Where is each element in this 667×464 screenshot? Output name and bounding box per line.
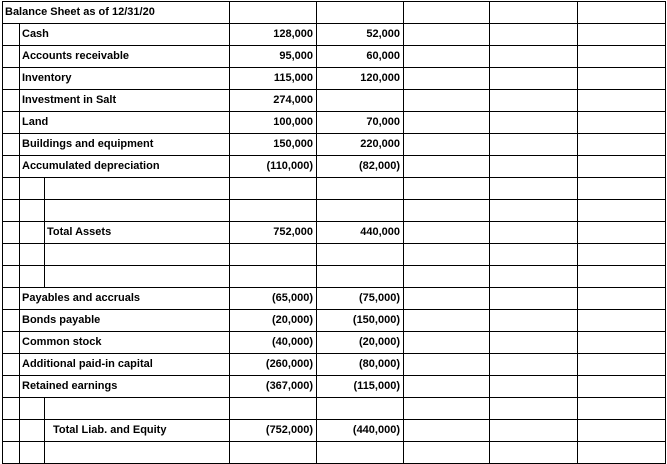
cell[interactable] — [20, 222, 45, 244]
cell[interactable] — [404, 200, 490, 222]
empty-row — [3, 178, 666, 200]
total-liab-2020[interactable]: (752,000) — [230, 420, 317, 442]
cell[interactable] — [404, 310, 490, 332]
cell[interactable] — [490, 2, 578, 24]
cell[interactable] — [578, 244, 666, 266]
cell[interactable] — [490, 46, 578, 68]
value-2019[interactable]: 120,000 — [317, 68, 404, 90]
value-2019[interactable] — [317, 90, 404, 112]
cell[interactable] — [45, 266, 230, 288]
cell[interactable] — [490, 222, 578, 244]
row-label[interactable]: Inventory — [20, 68, 230, 90]
value-2020[interactable]: 95,000 — [230, 46, 317, 68]
cell[interactable] — [3, 420, 20, 442]
cell[interactable] — [3, 112, 20, 134]
row-label[interactable]: Accumulated depreciation — [20, 156, 230, 178]
empty-row — [3, 398, 666, 420]
row-label[interactable]: Bonds payable — [20, 310, 230, 332]
total-liab-label[interactable]: Total Liab. and Equity — [45, 420, 230, 442]
value-2020[interactable]: (40,000) — [230, 332, 317, 354]
total-assets-2019[interactable]: 440,000 — [317, 222, 404, 244]
cell[interactable] — [490, 68, 578, 90]
cell[interactable] — [578, 134, 666, 156]
cell[interactable] — [45, 200, 230, 222]
table-row — [3, 310, 666, 332]
empty-row — [3, 200, 666, 222]
cell[interactable] — [3, 310, 20, 332]
cell[interactable] — [404, 398, 490, 420]
cell[interactable] — [490, 354, 578, 376]
value-2020[interactable]: 128,000 — [230, 24, 317, 46]
sheet-title[interactable]: Balance Sheet as of 12/31/20 — [3, 2, 230, 24]
row-label[interactable]: Accounts receivable — [20, 46, 230, 68]
row-label[interactable]: Additional paid-in capital — [20, 354, 230, 376]
cell[interactable] — [3, 222, 20, 244]
cell[interactable] — [578, 420, 666, 442]
value-2019[interactable]: (82,000) — [317, 156, 404, 178]
table-row — [3, 288, 666, 310]
cell[interactable] — [578, 68, 666, 90]
cell[interactable] — [404, 2, 490, 24]
cell[interactable] — [578, 222, 666, 244]
cell[interactable] — [490, 376, 578, 398]
value-2019[interactable]: (80,000) — [317, 354, 404, 376]
empty-row — [3, 266, 666, 288]
cell[interactable] — [20, 420, 45, 442]
cell[interactable] — [3, 288, 20, 310]
cell[interactable] — [490, 156, 578, 178]
cell[interactable] — [20, 398, 45, 420]
row-label[interactable]: Common stock — [20, 332, 230, 354]
cell[interactable] — [404, 90, 490, 112]
cell[interactable] — [3, 90, 20, 112]
table-row — [3, 90, 666, 112]
cell[interactable] — [317, 398, 404, 420]
cell[interactable] — [490, 178, 578, 200]
table-row — [3, 24, 666, 46]
cell[interactable] — [578, 24, 666, 46]
cell[interactable] — [578, 288, 666, 310]
cell[interactable] — [317, 2, 404, 24]
cell[interactable] — [45, 244, 230, 266]
cell[interactable] — [3, 398, 20, 420]
cell[interactable] — [3, 266, 20, 288]
total-assets-2020[interactable]: 752,000 — [230, 222, 317, 244]
cell[interactable] — [578, 156, 666, 178]
table-row — [3, 46, 666, 68]
value-2020[interactable]: (260,000) — [230, 354, 317, 376]
cell[interactable] — [578, 200, 666, 222]
cell[interactable] — [578, 266, 666, 288]
empty-row — [3, 244, 666, 266]
value-2020[interactable]: (367,000) — [230, 376, 317, 398]
cell[interactable] — [230, 2, 317, 24]
value-2019[interactable]: (20,000) — [317, 332, 404, 354]
cell[interactable] — [404, 332, 490, 354]
row-label[interactable]: Cash — [20, 24, 230, 46]
cell[interactable] — [490, 90, 578, 112]
value-2020[interactable]: (20,000) — [230, 310, 317, 332]
cell[interactable] — [3, 332, 20, 354]
cell[interactable] — [578, 354, 666, 376]
title-row — [3, 2, 666, 24]
value-2019[interactable]: 220,000 — [317, 134, 404, 156]
table-row — [3, 134, 666, 156]
row-label[interactable]: Retained earnings — [20, 376, 230, 398]
cell[interactable] — [317, 200, 404, 222]
total-liab-2019[interactable]: (440,000) — [317, 420, 404, 442]
cell[interactable] — [490, 332, 578, 354]
total-assets-row — [3, 222, 666, 244]
cell[interactable] — [578, 2, 666, 24]
value-2020[interactable]: 100,000 — [230, 112, 317, 134]
value-2020[interactable]: 150,000 — [230, 134, 317, 156]
value-2020[interactable]: (65,000) — [230, 288, 317, 310]
row-label[interactable]: Investment in Salt — [20, 90, 230, 112]
cell[interactable] — [490, 200, 578, 222]
cell[interactable] — [490, 288, 578, 310]
cell[interactable] — [404, 420, 490, 442]
cell[interactable] — [490, 24, 578, 46]
cell[interactable] — [404, 354, 490, 376]
cell[interactable] — [578, 376, 666, 398]
total-liab-row — [3, 420, 666, 442]
row-label[interactable]: Buildings and equipment — [20, 134, 230, 156]
cell[interactable] — [404, 178, 490, 200]
value-2019[interactable]: 60,000 — [317, 46, 404, 68]
cell[interactable] — [578, 332, 666, 354]
table-row — [3, 68, 666, 90]
cell[interactable] — [230, 178, 317, 200]
cell[interactable] — [20, 266, 45, 288]
cell[interactable] — [578, 112, 666, 134]
value-2020[interactable]: (110,000) — [230, 156, 317, 178]
row-label[interactable]: Payables and accruals — [20, 288, 230, 310]
value-2019[interactable]: 70,000 — [317, 112, 404, 134]
cell[interactable] — [3, 68, 20, 90]
value-2019[interactable]: (150,000) — [317, 310, 404, 332]
cell[interactable] — [404, 222, 490, 244]
table-row — [3, 112, 666, 134]
cell[interactable] — [490, 112, 578, 134]
cell[interactable] — [404, 288, 490, 310]
value-2019[interactable]: (115,000) — [317, 376, 404, 398]
cell[interactable] — [3, 156, 20, 178]
cell[interactable] — [578, 90, 666, 112]
balance-sheet-table — [2, 1, 666, 464]
cell[interactable] — [404, 134, 490, 156]
cell[interactable] — [404, 266, 490, 288]
cell[interactable] — [317, 178, 404, 200]
cell[interactable] — [230, 200, 317, 222]
value-2020[interactable]: 274,000 — [230, 90, 317, 112]
cell[interactable] — [404, 46, 490, 68]
cell[interactable] — [404, 68, 490, 90]
cell[interactable] — [317, 244, 404, 266]
cell[interactable] — [490, 420, 578, 442]
cell[interactable] — [45, 398, 230, 420]
table-row — [3, 376, 666, 398]
cell[interactable] — [490, 310, 578, 332]
value-2019[interactable]: (75,000) — [317, 288, 404, 310]
table-row — [3, 332, 666, 354]
cell[interactable] — [404, 24, 490, 46]
cell[interactable] — [230, 244, 317, 266]
value-2020[interactable]: 115,000 — [230, 68, 317, 90]
cell[interactable] — [578, 398, 666, 420]
cell[interactable] — [3, 200, 20, 222]
cell[interactable] — [3, 178, 20, 200]
cell[interactable] — [20, 178, 45, 200]
cell[interactable] — [404, 112, 490, 134]
cell[interactable] — [20, 244, 45, 266]
cell[interactable] — [45, 178, 230, 200]
cell[interactable] — [578, 46, 666, 68]
cell[interactable] — [404, 376, 490, 398]
cell[interactable] — [20, 200, 45, 222]
cell[interactable] — [490, 398, 578, 420]
cell[interactable] — [3, 24, 20, 46]
row-label[interactable]: Land — [20, 112, 230, 134]
table-row — [3, 156, 666, 178]
cell[interactable] — [404, 156, 490, 178]
cell[interactable] — [317, 266, 404, 288]
cell[interactable] — [230, 266, 317, 288]
value-2019[interactable]: 52,000 — [317, 24, 404, 46]
cell[interactable] — [230, 398, 317, 420]
cell[interactable] — [490, 134, 578, 156]
cell[interactable] — [3, 134, 20, 156]
cell[interactable] — [490, 266, 578, 288]
cell[interactable] — [3, 244, 20, 266]
cell[interactable] — [490, 244, 578, 266]
table-row — [3, 354, 666, 376]
cell[interactable] — [578, 310, 666, 332]
cell[interactable] — [3, 376, 20, 398]
cell[interactable] — [404, 244, 490, 266]
cell[interactable] — [3, 46, 20, 68]
cell[interactable] — [3, 354, 20, 376]
total-assets-label[interactable]: Total Assets — [45, 222, 230, 244]
cell[interactable] — [578, 178, 666, 200]
